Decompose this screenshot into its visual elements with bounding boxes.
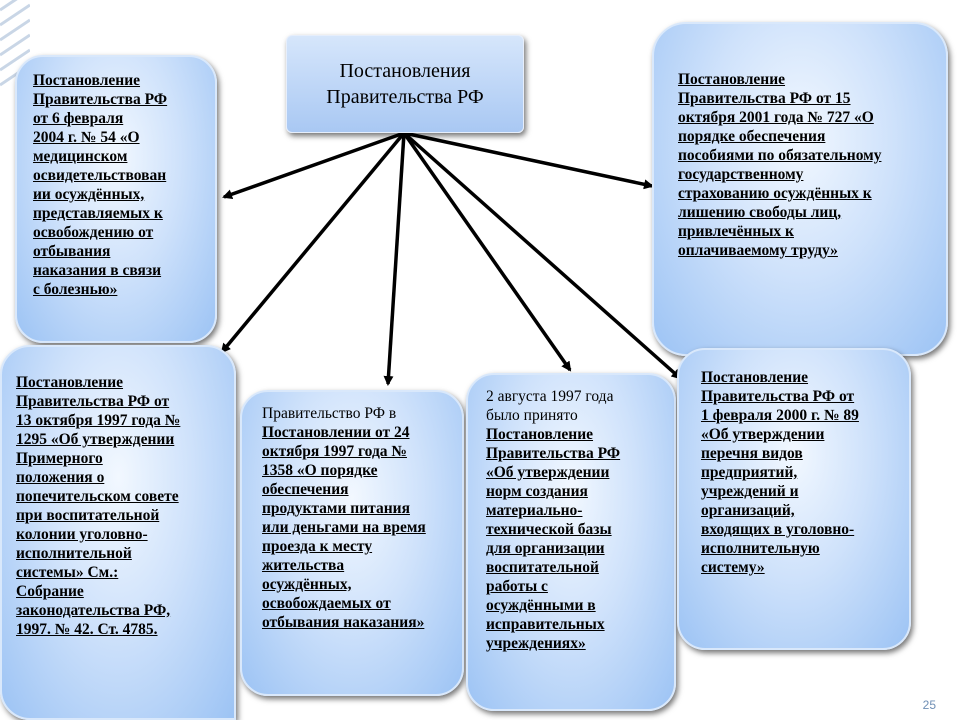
text-line: перечня видов (701, 445, 803, 462)
text-line: представляемых к (33, 205, 163, 222)
decree-box-1997-1295 (0, 345, 236, 720)
text-line: обеспечения (262, 481, 349, 498)
text-line: лишению свободы лиц, (678, 204, 842, 221)
text-line: для организации (486, 540, 605, 557)
text-line: систему» (701, 559, 765, 576)
center-title-line2: Правительства РФ (326, 86, 484, 108)
text-line: наказания в связи (33, 262, 162, 279)
text-line: Постановление (16, 374, 124, 391)
text-line: предприятий, (701, 464, 798, 481)
text-line: Правительства РФ (486, 445, 621, 462)
arrow-to-box4 (388, 133, 404, 384)
intro-line: было принято (486, 407, 578, 424)
decree-box-1997-1358 (240, 390, 464, 696)
text-line: Постановлении от 24 (262, 424, 410, 441)
text-line: норм создания (486, 483, 588, 500)
arrow-to-box5 (404, 133, 570, 370)
center-node (286, 35, 524, 133)
text-line: октября 1997 года № (262, 443, 407, 460)
decree-box-2000-89 (677, 348, 911, 650)
text-line: Правительства РФ от (16, 393, 170, 410)
intro-line: Правительство РФ в (262, 405, 397, 422)
arrow-to-box1 (224, 133, 404, 197)
text-line: октября 2001 года № 727 «О (678, 109, 874, 126)
text-line: при воспитательной (16, 507, 160, 524)
arrow-to-box3 (222, 133, 404, 352)
text-line: законодательства РФ, (16, 602, 171, 619)
text-line: Правительства РФ от (701, 388, 855, 405)
text-line: оплачиваемому труду» (678, 242, 838, 259)
text-line: освидетельствован (33, 167, 167, 184)
text-line: жительства (262, 557, 345, 574)
text-line: Постановление (701, 369, 809, 386)
text-line: «Об утверждении (701, 426, 825, 443)
text-line: исправительных (486, 616, 605, 633)
text-line: попечительском совете (16, 488, 179, 505)
text-line: страхованию осуждённых к (678, 185, 872, 202)
arrow-to-box6 (404, 133, 680, 378)
text-line: привлечённых к (678, 223, 794, 240)
text-line: 1 февраля 2000 г. № 89 (701, 407, 859, 424)
text-line: учреждениях» (486, 635, 586, 652)
text-line: системы» См.: (16, 564, 119, 581)
text-line: положения о (16, 469, 105, 486)
intro-line: 2 августа 1997 года (486, 388, 614, 405)
text-line: 1295 «Об утверждении (16, 431, 175, 448)
text-line: 1997. № 42. Ст. 4785. (16, 621, 158, 638)
decree-box-2004-54 (15, 55, 217, 343)
text-line: Постановление (678, 71, 786, 88)
text-line: или деньгами на время (262, 519, 426, 536)
text-line: входящих в уголовно- (701, 521, 855, 538)
text-line: освобождаемых от (262, 595, 391, 612)
text-line: государственному (678, 166, 804, 183)
text-line: исполнительную (701, 540, 820, 557)
text-line: от 6 февраля (33, 110, 124, 127)
text-line: пособиями по обязательному (678, 147, 882, 164)
text-line: воспитательной (486, 559, 599, 576)
text-line: Постановление (33, 72, 141, 89)
text-line: отбывания (33, 243, 111, 260)
text-line: «Об утверждении (486, 464, 610, 481)
text-line: работы с (486, 578, 548, 595)
text-line: медицинском (33, 148, 128, 165)
text-line: колонии уголовно- (16, 526, 148, 543)
text-line: материально- (486, 502, 583, 519)
text-line: 13 октября 1997 года № (16, 412, 181, 429)
text-line: продуктами питания (262, 500, 410, 517)
decree-box-1997-august (466, 373, 676, 711)
text-line: Постановление (486, 426, 594, 443)
text-line: Примерного (16, 450, 103, 467)
text-line: 1358 «О порядке (262, 462, 378, 479)
arrow-to-box2 (404, 133, 652, 186)
text-line: освобождению от (33, 224, 154, 241)
page-number: 25 (922, 698, 936, 712)
text-line: технической базы (486, 521, 612, 538)
text-line: исполнительной (16, 545, 132, 562)
center-title-line1: Постановления (339, 60, 471, 82)
text-line: ии осуждённых, (33, 186, 145, 203)
text-line: осуждёнными в (486, 597, 596, 614)
text-line: Правительства РФ (33, 91, 168, 108)
text-line: порядке обеспечения (678, 128, 826, 145)
text-line: с болезнью» (33, 281, 118, 298)
text-line: Собрание (16, 583, 84, 600)
text-line: учреждений и (701, 483, 799, 500)
text-line: отбывания наказания» (262, 614, 425, 631)
text-line: 2004 г. № 54 «О (33, 129, 140, 146)
text-line: осуждённых, (262, 576, 352, 593)
text-line: Правительства РФ от 15 (678, 90, 851, 107)
decree-box-2001-727 (652, 22, 948, 356)
text-line: проезда к месту (262, 538, 373, 555)
text-line: организаций, (701, 502, 795, 519)
